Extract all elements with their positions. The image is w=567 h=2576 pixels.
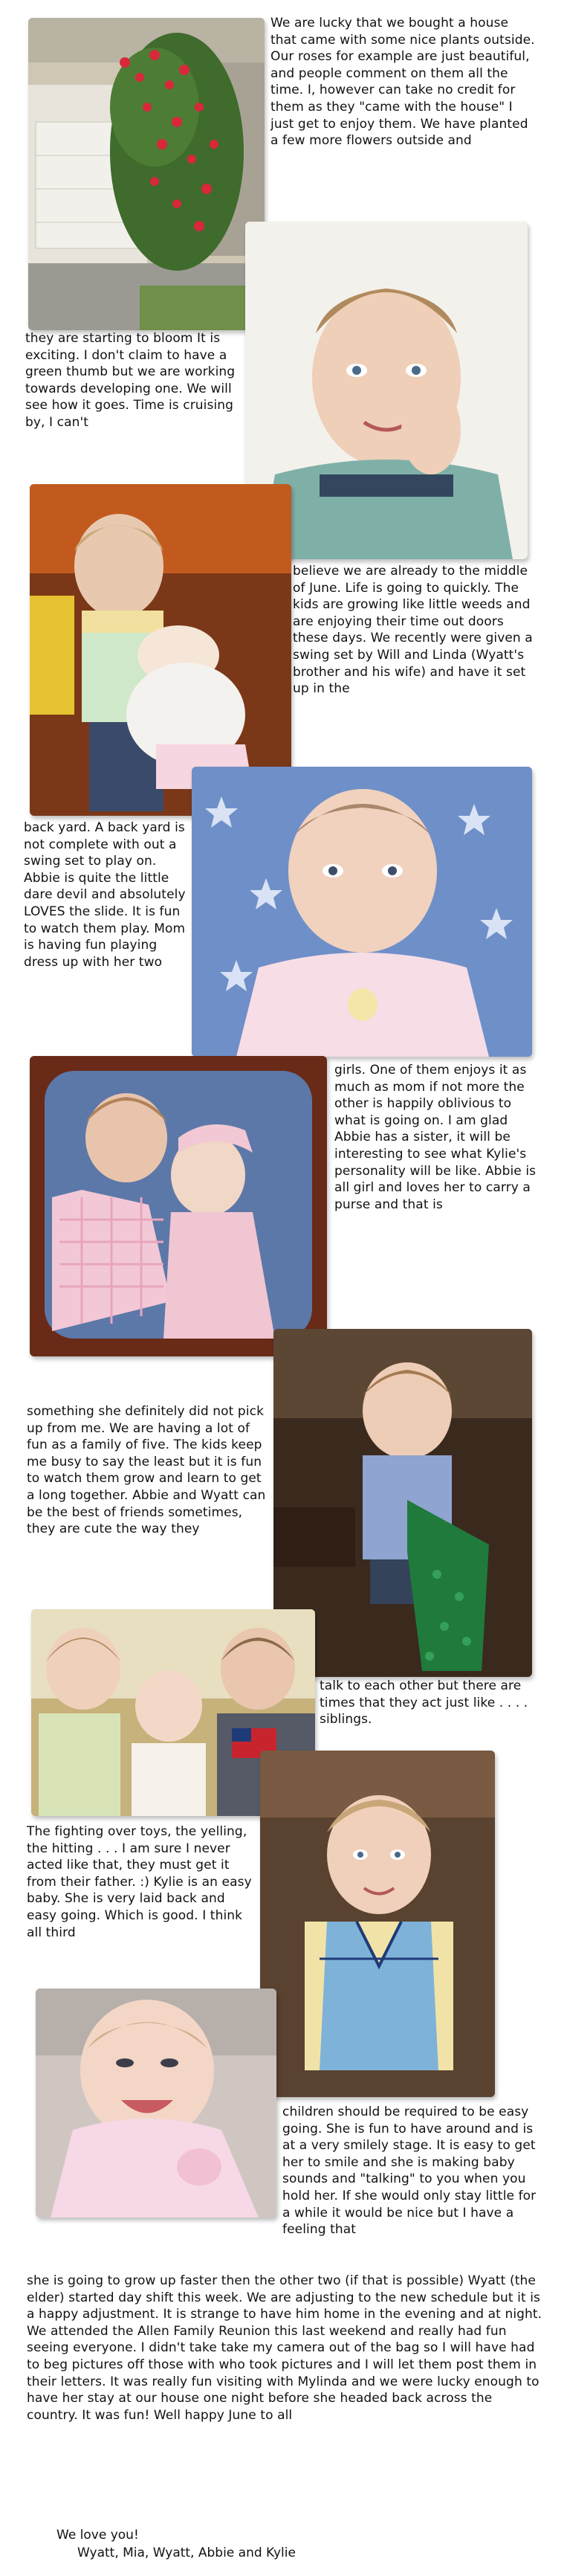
story-text-2: they are starting to bloom It is exciting. I don't claim to have a green thumb but we are working towards developing one. We will see how it goes. Time is cruising by, I can't <box>25 331 236 430</box>
story-text-7: talk to each other but there are times that they act just like . . . . siblings. <box>320 1678 528 1727</box>
story-text-1: We are lucky that we bought a house that came with some nice plants outside. Our roses for example are just beautiful, and people comment on them all the time. I, however can take no credit for them as they "came with the house" I just get to enjoy them. We have planted a few more flowers outside and <box>270 16 535 149</box>
story-text-9: children should be required to be easy going. She is fun to have around and is at a very smilely stage. It is easy to get her to smile and she is making baby sounds and "talking" to you when you hold her. If she would only stay little for a while it would be nice but I have a feeling that <box>282 2105 537 2238</box>
photo-baby-star-blanket <box>192 767 532 1057</box>
signoff-names: Wyatt, Mia, Wyatt, Abbie and Kylie <box>77 2546 296 2560</box>
photo-boy-sweater-vest <box>260 1751 495 2097</box>
story-text-4: back yard. A back yard is not complete with out a swing set to play on. Abbie is quite the little dare devil and absolutely LOVES the slide. It is fun to watch them play. Mom is having fun playing dress up with her two <box>24 820 186 970</box>
story-text-6: something she definitely did not pick up from me. We are having a lot of fun as a family of five. The kids keep me busy to say the least but it is fun to watch them grow and learn to get a long together. Abbie and Wyatt can be the best of friends sometimes, they are cute the way they <box>27 1404 266 1537</box>
story-text-10: she is going to grow up faster then the other two (if that is possible) Wyatt (the elder) started day shift this week. We are adjusting to the new schedule but it is a happy adjustment. It is strange to have him home in the evening and at night. We attended the Allen Family Reunion this last weekend and really had fun seeing everyone. I didn't take take my camera out of the bag so I will have had to beg pictures off those with who took pictures and I will let them post them in their letters. It was really fun visiting with Mylinda and we were lucky enough to have her stay at our house one night before she headed back across the country. It was fun! Well happy June to all <box>27 2273 542 2423</box>
signoff-love: We love you! <box>56 2528 139 2543</box>
story-text-8: The fighting over toys, the yelling, the hitting . . . I am sure I never acted like that, they must get it from their father. :) Kylie is an easy baby. She is very laid back and easy going. Which is good. I think all third <box>27 1824 252 1940</box>
story-text-3: believe we are already to the middle of June. Life is going to quickly. The kids are growing like little weeds and are enjoying their time out doors these days. We recently were given a swing set by Will and Linda (Wyatt's brother and his wife) and have it set up in the <box>293 564 533 697</box>
story-text-5: girls. One of them enjoys it as much as mom if not more the other is happily oblivious to what is going on. I am glad Abbie has a sister, it will be interesting to see what Kylie's personality will be like. Abbie is all girl and loves her to carry a purse and that is <box>334 1063 537 1212</box>
photo-smiling-baby <box>36 1989 276 2218</box>
photo-two-girls-pink <box>30 1056 327 1356</box>
photo-roses-house <box>28 18 265 330</box>
